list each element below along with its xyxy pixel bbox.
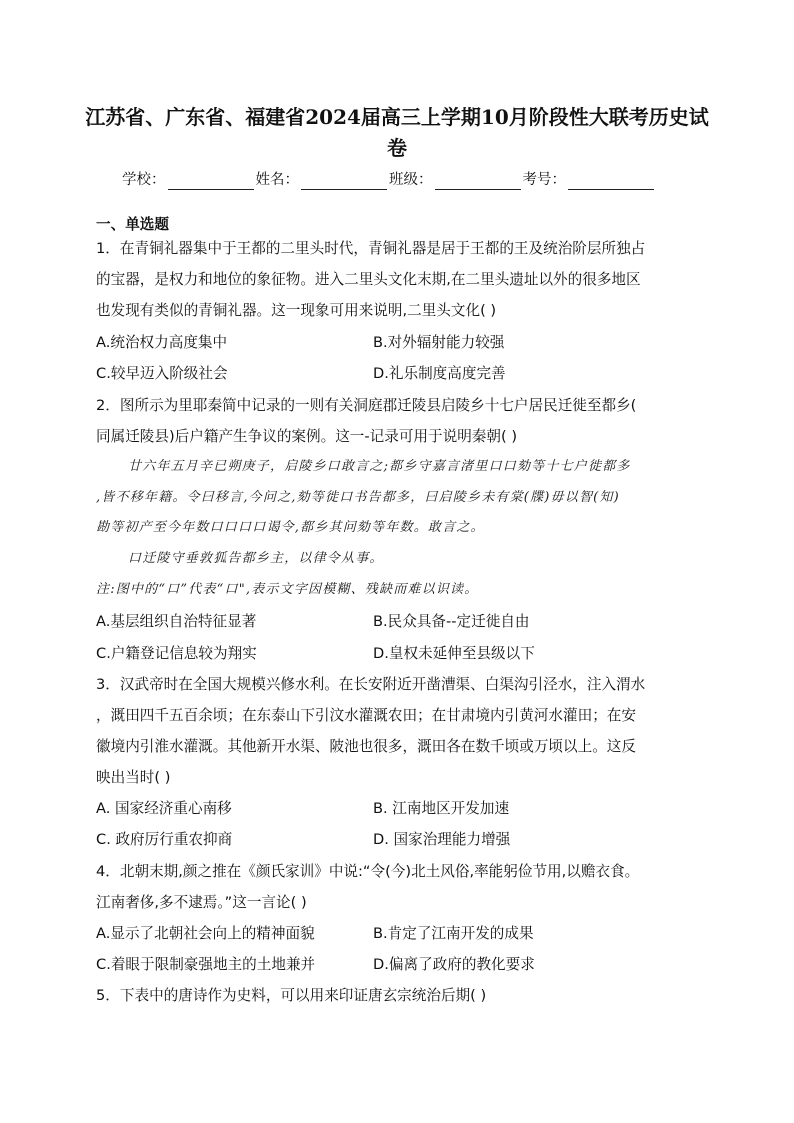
q3-option-d: D. 国家治理能力增强 bbox=[373, 831, 511, 848]
q2-quote-note: 注:图中的“口”代表“口",表示文字因模糊、残缺而难以识读。 bbox=[96, 582, 479, 597]
q3-option-b: B. 江南地区开发加速 bbox=[373, 800, 510, 817]
number-blank[interactable] bbox=[568, 173, 654, 190]
q2-option-a: A.基层组织自治特征显著 bbox=[96, 613, 257, 630]
q4-option-d: D.偏离了政府的教化要求 bbox=[373, 956, 535, 973]
q4-line: 4．北朝末期,颜之推在《颜氏家训》中说:“令(今)北土风俗,率能躬俭节用,以赡衣食。 bbox=[96, 863, 640, 880]
q1-option-a: A.统治权力高度集中 bbox=[96, 334, 228, 351]
q2-option-d: D.皇权未延伸至县级以下 bbox=[373, 645, 535, 662]
q2-quote-line: 口迁陵守垂敦狐告都乡主，以律令从事。 bbox=[128, 551, 384, 566]
class-blank[interactable] bbox=[435, 173, 521, 190]
q2-option-b: B.民众具备--定迁徙自由 bbox=[373, 613, 530, 630]
q4-option-a: A.显示了北朝社会向上的精神面貌 bbox=[96, 925, 315, 942]
q2-line: 2．图所示为里耶秦简中记录的一则有关洞庭郡迁陵县启陵乡十七户居民迁徙至都乡( bbox=[96, 397, 637, 414]
q4-line: 江南奢侈,多不逮焉。”这一言论( ) bbox=[96, 894, 307, 911]
q4-option-c: C.着眼于限制豪强地主的土地兼并 bbox=[96, 956, 316, 973]
q1-line: 1．在青铜礼器集中于王都的二里头时代，青铜礼器是居于王都的王及统治阶层所独占 bbox=[96, 240, 646, 257]
q3-line: 徽境内引淮水灌溉。其他新开水渠、陂池也很多，溉田各在数千顷或万顷以上。这反 bbox=[96, 738, 636, 755]
q1-option-b: B.对外辐射能力较强 bbox=[373, 334, 505, 351]
q1-option-c: C.较早迈入阶级社会 bbox=[96, 365, 228, 382]
student-info-row bbox=[122, 170, 656, 190]
q2-quote-line: 廿六年五月辛已朔庚子，启陵乡口敢言之;都乡守嘉言渚里口口劾等十七户徙都多 bbox=[128, 459, 631, 474]
name-label: 姓名： bbox=[255, 172, 299, 188]
name-blank[interactable] bbox=[301, 173, 387, 190]
q1-line: 也发现有类似的青铜礼器。这一现象可用来说明,二里头文化( ) bbox=[96, 302, 497, 319]
number-label: 考号： bbox=[522, 172, 566, 188]
q2-quote-line: ,皆不移年籍。令曰移言,今问之,劾等徙口书告都多，曰启陵乡未有棠(牒)毋以智(知) bbox=[96, 490, 620, 505]
q4-option-b: B.肯定了江南开发的成果 bbox=[373, 925, 534, 942]
q2-quote-line: 勘等初产至今年数口口口口谒令,都乡其问劾等年数。敢言之。 bbox=[96, 520, 485, 535]
q3-line: 映出当时( ) bbox=[96, 769, 171, 786]
q5-line: 5．下表中的唐诗作为史料，可以用来印证唐玄宗统治后期( ) bbox=[96, 987, 487, 1004]
section-heading: 一、单选题 bbox=[96, 216, 169, 233]
class-label: 班级： bbox=[389, 172, 433, 188]
q2-option-c: C.户籍登记信息较为翔实 bbox=[96, 645, 257, 662]
q3-option-c: C. 政府厉行重农抑商 bbox=[96, 831, 233, 848]
q3-option-a: A. 国家经济重心南移 bbox=[96, 800, 232, 817]
exam-title-line-1: 江苏省、广东省、福建省2024届高三上学期10月阶段性大联考历史试 bbox=[85, 105, 709, 129]
q1-option-d: D.礼乐制度高度完善 bbox=[373, 365, 506, 382]
school-blank[interactable] bbox=[168, 173, 254, 190]
q1-line: 的宝器，是权力和地位的象征物。进入二里头文化末期,在二里头遗址以外的很多地区 bbox=[96, 271, 641, 288]
q3-line: ，溉田四千五百余顷；在东泰山下引汶水灌溉农田；在甘肃境内引黄河水灌田；在安 bbox=[96, 707, 636, 724]
q2-line: 同属迁陵县)后户籍产生争议的案例。这一-记录可用于说明秦朝( ) bbox=[96, 428, 518, 445]
q3-line: 3．汉武帝时在全国大规模兴修水利。在长安附近开凿漕渠、白渠沟引泾水，注入渭水 bbox=[96, 676, 646, 693]
exam-title-line-2: 卷 bbox=[387, 136, 407, 160]
school-label: 学校： bbox=[122, 172, 166, 188]
